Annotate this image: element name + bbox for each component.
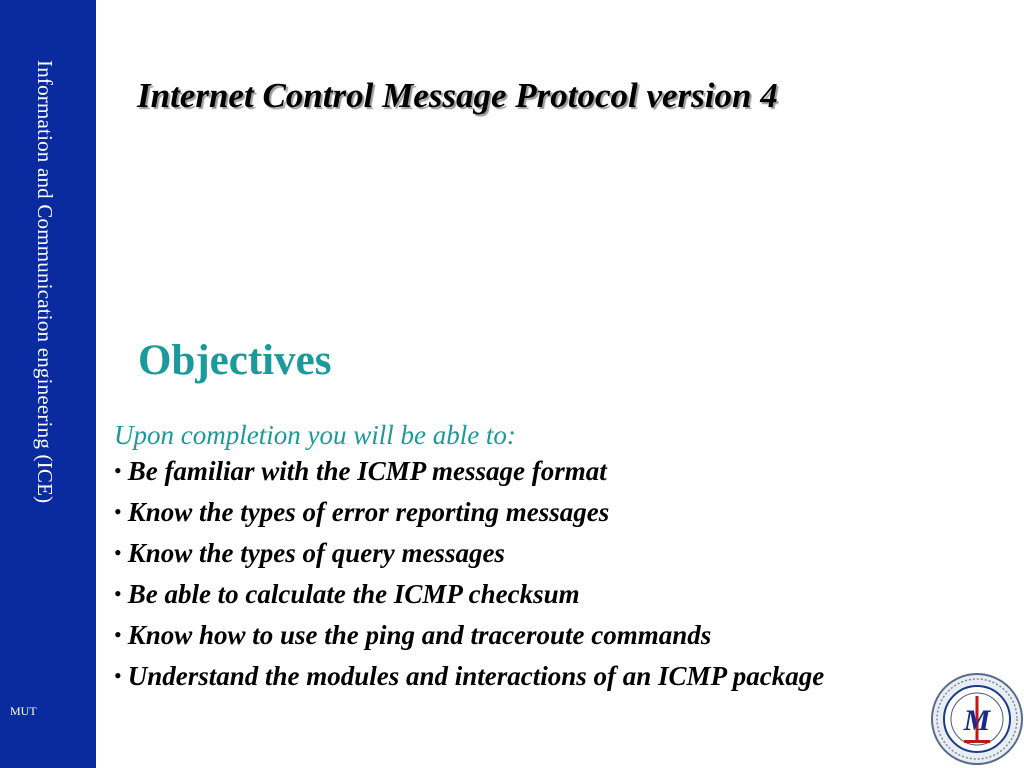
- list-item: [114, 659, 824, 700]
- sidebar-footer-label: MUT: [10, 704, 37, 718]
- list-item-text: Know how to use the ping and traceroute commands: [127, 620, 712, 650]
- objectives-heading: Objectives: [138, 337, 332, 384]
- list-item: [114, 536, 824, 577]
- bullet-icon: •: [114, 581, 122, 606]
- list-item: [114, 618, 824, 659]
- bullet-icon: •: [114, 458, 122, 483]
- list-item-text: Be familiar with the ICMP message format: [127, 456, 607, 486]
- list-item-text: Be able to calculate the ICMP checksum: [127, 579, 580, 609]
- bullet-icon: •: [114, 499, 122, 524]
- sidebar-vertical-text: Information and Communication engineering (ICE): [33, 60, 57, 504]
- intro-text: Upon completion you will be able to:: [114, 420, 516, 450]
- bullet-icon: •: [114, 540, 122, 565]
- list-item: [114, 495, 824, 536]
- list-item: [114, 454, 824, 495]
- list-item-text: Know the types of error reporting messages: [127, 497, 610, 527]
- seal-graphic: [930, 672, 1024, 766]
- bullet-icon: •: [114, 622, 122, 647]
- objectives-list: [114, 454, 824, 700]
- sidebar: [0, 0, 96, 768]
- university-seal-icon: [930, 672, 1024, 766]
- list-item-text: Know the types of query messages: [127, 538, 505, 568]
- slide-title: Internet Control Message Protocol version 4: [137, 76, 778, 115]
- list-item-text: Understand the modules and interactions of an ICMP package: [127, 661, 825, 691]
- bullet-icon: •: [114, 663, 122, 688]
- seal-monogram: M: [963, 704, 991, 737]
- list-item: [114, 577, 824, 618]
